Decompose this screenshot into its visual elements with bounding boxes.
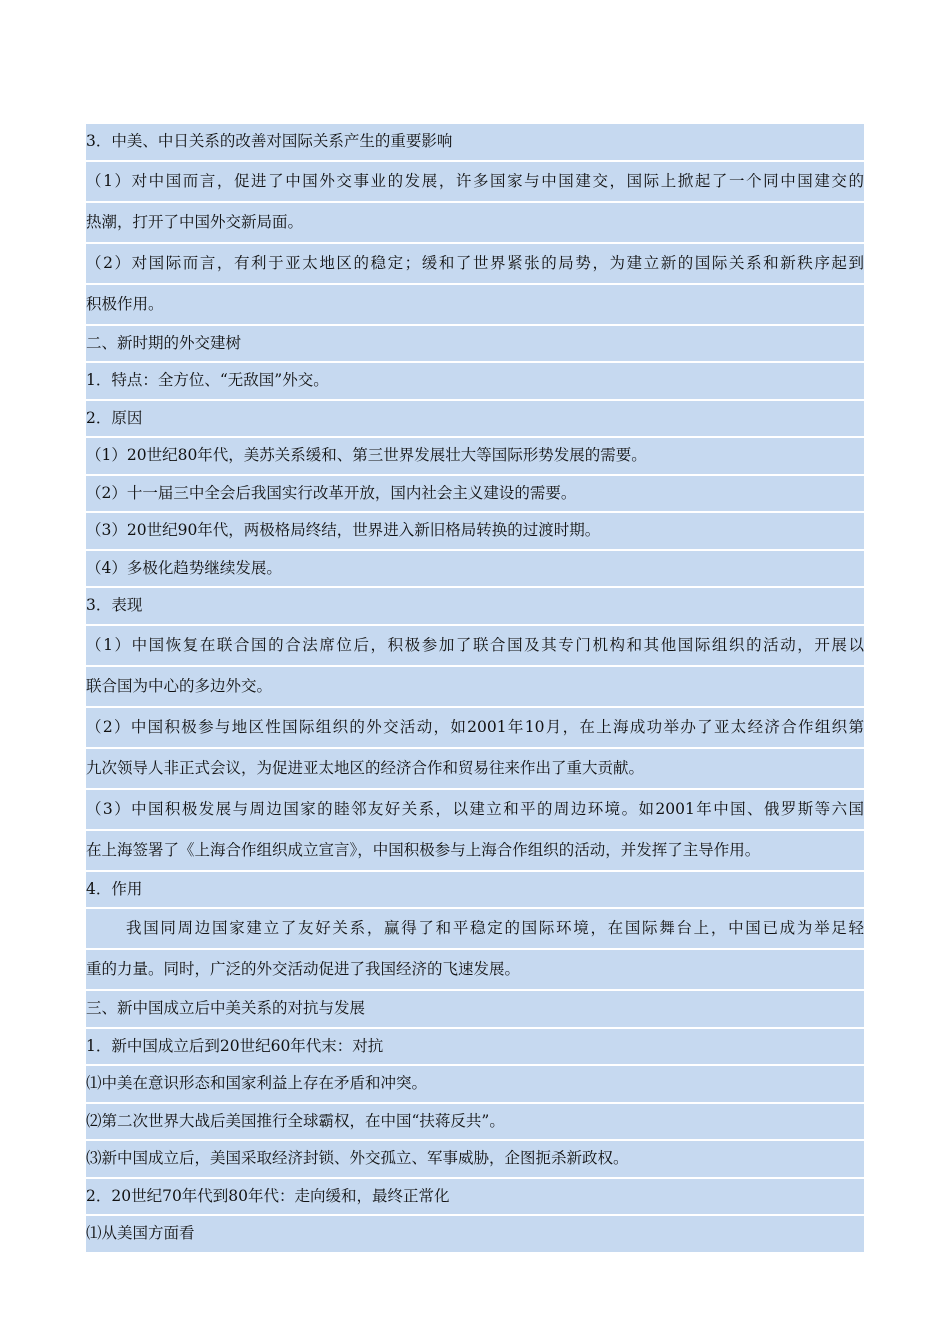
subheading-line: 1．新中国成立后到20世纪60年代末：对抗	[86, 1029, 864, 1065]
paragraph-line: （2）十一届三中全会后我国实行改革开放，国内社会主义建设的需要。	[86, 476, 864, 512]
paragraph-line: （1）中国恢复在联合国的合法席位后，积极参加了联合国及其专门机构和其他国际组织的活动，开展以	[86, 626, 864, 665]
paragraph-line: ⑴从美国方面看	[86, 1216, 864, 1252]
paragraph-line: 我国同周边国家建立了友好关系，赢得了和平稳定的国际环境，在国际舞台上，中国已成为举足轻	[86, 909, 864, 948]
paragraph-line: （4）多极化趋势继续发展。	[86, 551, 864, 587]
section-heading: 二、新时期的外交建树	[86, 326, 864, 362]
subheading-line: 2．原因	[86, 401, 864, 437]
section-heading: 三、新中国成立后中美关系的对抗与发展	[86, 991, 864, 1027]
heading-line: 3．中美、中日关系的改善对国际关系产生的重要影响	[86, 124, 864, 160]
document-body	[86, 124, 864, 1254]
paragraph-line: ⑶新中国成立后，美国采取经济封锁、外交孤立、军事威胁，企图扼杀新政权。	[86, 1141, 864, 1177]
paragraph-line: ⑵第二次世界大战后美国推行全球霸权，在中国“扶蒋反共”。	[86, 1104, 864, 1140]
subheading-line: 3．表现	[86, 588, 864, 624]
paragraph-line: 九次领导人非正式会议，为促进亚太地区的经济合作和贸易往来作出了重大贡献。	[86, 749, 864, 788]
paragraph-line: 1．特点：全方位、“无敌国”外交。	[86, 363, 864, 399]
paragraph-line: （1）对中国而言，促进了中国外交事业的发展，许多国家与中国建交，国际上掀起了一个同中国建交的	[86, 162, 864, 201]
paragraph-line: ⑴中美在意识形态和国家利益上存在矛盾和冲突。	[86, 1066, 864, 1102]
paragraph-line: （1）20世纪80年代，美苏关系缓和、第三世界发展壮大等国际形势发展的需要。	[86, 438, 864, 474]
paragraph-line: 积极作用。	[86, 285, 864, 324]
paragraph-line: 联合国为中心的多边外交。	[86, 667, 864, 706]
paragraph-line: 在上海签署了《上海合作组织成立宣言》，中国积极参与上海合作组织的活动，并发挥了主导作用。	[86, 831, 864, 870]
paragraph-line: （2）中国积极参与地区性国际组织的外交活动，如2001年10月，在上海成功举办了亚太经济合作组织第	[86, 708, 864, 747]
subheading-line: 4．作用	[86, 872, 864, 908]
paragraph-line: （3）中国积极发展与周边国家的睦邻友好关系，以建立和平的周边环境。如2001年中国、俄罗斯等六国	[86, 790, 864, 829]
paragraph-line: （3）20世纪90年代，两极格局终结，世界进入新旧格局转换的过渡时期。	[86, 513, 864, 549]
paragraph-line: （2）对国际而言，有利于亚太地区的稳定；缓和了世界紧张的局势，为建立新的国际关系和新秩序起到	[86, 244, 864, 283]
subheading-line: 2．20世纪70年代到80年代：走向缓和，最终正常化	[86, 1179, 864, 1215]
paragraph-line: 热潮，打开了中国外交新局面。	[86, 203, 864, 242]
paragraph-line: 重的力量。同时，广泛的外交活动促进了我国经济的飞速发展。	[86, 950, 864, 989]
